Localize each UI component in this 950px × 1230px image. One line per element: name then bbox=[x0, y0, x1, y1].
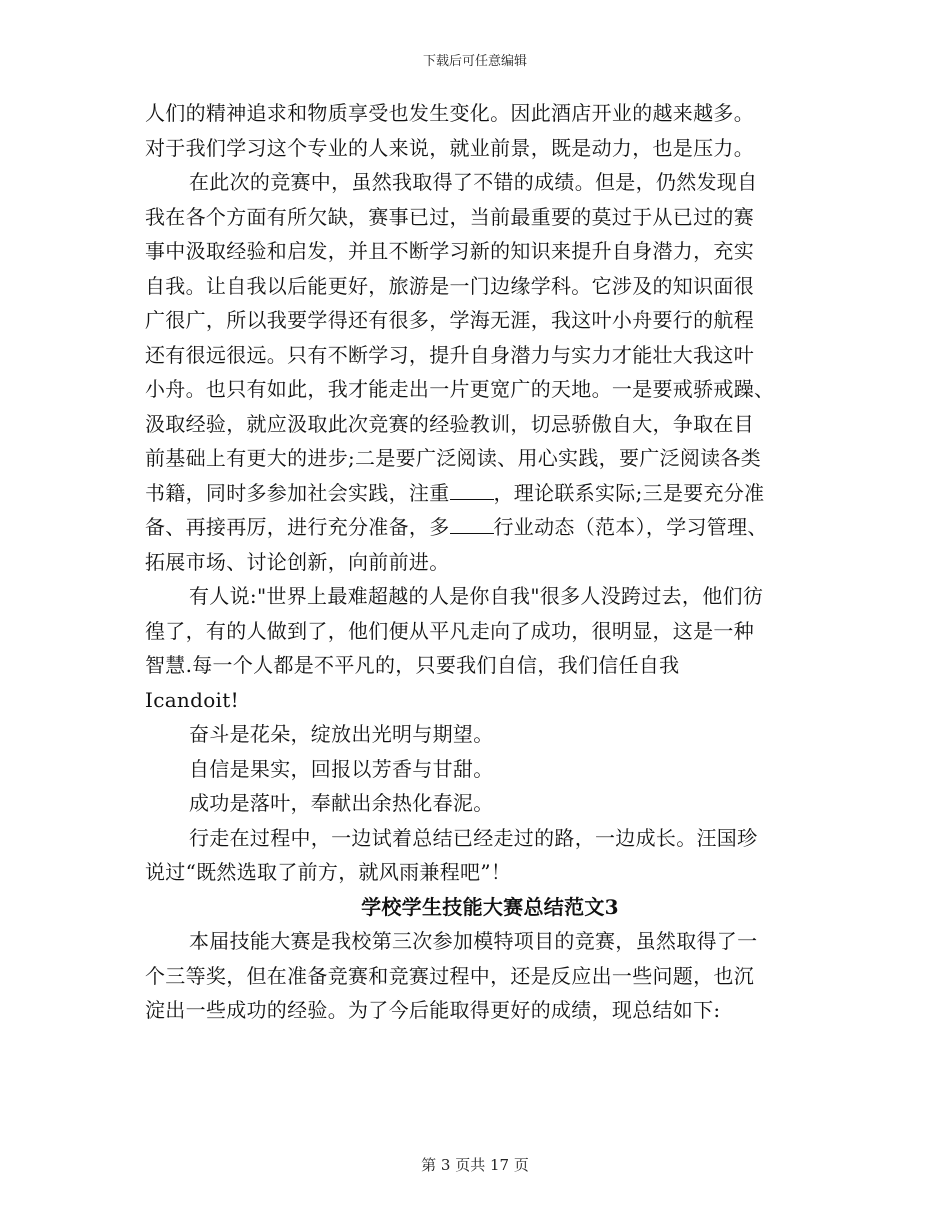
fill-in-blank bbox=[450, 479, 494, 500]
paragraph-line: 行走在过程中，一边试着总结已经走过的路，一边成长。汪国珍 bbox=[189, 825, 758, 850]
text-segment: 备、再接再厉，进行充分准备，多 bbox=[145, 515, 450, 539]
paragraph-line: 有人说:"世界上最难超越的人是你自我"很多人没跨过去，他们彷 bbox=[189, 584, 764, 608]
paragraph-line: 小舟。也只有如此，我才能走出一片更宽广的天地。一是要戒骄戒躁、 bbox=[145, 377, 775, 401]
verse-line: 奋斗是花朵，绽放出光明与期望。 bbox=[189, 722, 494, 746]
paragraph-line: 本届技能大赛是我校第三次参加模特项目的竞赛，虽然取得了一 bbox=[189, 929, 758, 953]
paragraph-line: 在此次的竞赛中，虽然我取得了不错的成绩。但是，仍然发现自 bbox=[189, 170, 758, 194]
page-header: 下载后可任意编辑 bbox=[422, 54, 527, 69]
text-segment: 书籍，同时多参加社会实践，注重 bbox=[145, 480, 450, 505]
paragraph-line: 说过“既然选取了前方，就风雨兼程吧”！ bbox=[145, 860, 512, 884]
paragraph-line: Icandoit! bbox=[145, 687, 239, 712]
paragraph-line: 拓展市场、讨论创新，向前前进。 bbox=[145, 549, 450, 574]
paragraph-line: 汲取经验，就应汲取此次竞赛的经验教训，切忌骄傲自大，争取在目 bbox=[145, 411, 754, 436]
paragraph-line: 自我。让自我以后能更好，旅游是一门边缘学科。它涉及的知识面很 bbox=[145, 273, 754, 298]
verse-line: 成功是落叶，奉献出余热化春泥。 bbox=[189, 791, 494, 815]
paragraph-line: 淀出一些成功的经验。为了今后能取得更好的成绩，现总结如下: bbox=[145, 998, 721, 1022]
text-segment: 行业动态（范本），学习管理、 bbox=[493, 515, 768, 539]
paragraph-line: 我在各个方面有所欠缺，赛事已过，当前最重要的莫过于从已过的赛 bbox=[145, 204, 754, 229]
paragraph-line: 人们的精神追求和物质享受也发生变化。因此酒店开业的越来越多。 bbox=[145, 101, 754, 125]
paragraph-line bbox=[145, 510, 815, 545]
paragraph-line: 徨了，有的人做到了，他们便从平凡走向了成功，很明显，这是一种 bbox=[145, 618, 754, 643]
fill-in-blank bbox=[450, 513, 494, 534]
paragraph-line: 广很广，所以我要学得还有很多，学海无涯，我这叶小舟要行的航程 bbox=[145, 308, 754, 332]
paragraph-line bbox=[145, 476, 815, 511]
verse-line: 自信是果实，回报以芳香与甘甜。 bbox=[189, 756, 494, 781]
paragraph-line: 智慧.每一个人都是不平凡的，只要我们自信，我们信任自我 bbox=[145, 653, 680, 677]
paragraph-line: 个三等奖，但在准备竞赛和竞赛过程中，还是反应出一些问题，也沉 bbox=[145, 963, 754, 988]
paragraph-line: 前基础上有更大的进步;二是要广泛阅读、用心实践，要广泛阅读各类 bbox=[145, 446, 762, 470]
text-segment: ，理论联系实际;三是要充分准 bbox=[493, 480, 765, 505]
paragraph-line: 事中汲取经验和启发，并且不断学习新的知识来提升自身潜力，充实 bbox=[145, 239, 754, 263]
page-footer: 第 3 页共 17 页 bbox=[421, 1156, 529, 1174]
paragraph-line: 对于我们学习这个专业的人来说，就业前景，既是动力，也是压力。 bbox=[145, 135, 754, 160]
section-heading: 学校学生技能大赛总结范文3 bbox=[361, 894, 619, 919]
paragraph-line: 还有很远很远。只有不断学习，提升自身潜力与实力才能壮大我这叶 bbox=[145, 342, 754, 367]
document-body bbox=[145, 96, 815, 1028]
